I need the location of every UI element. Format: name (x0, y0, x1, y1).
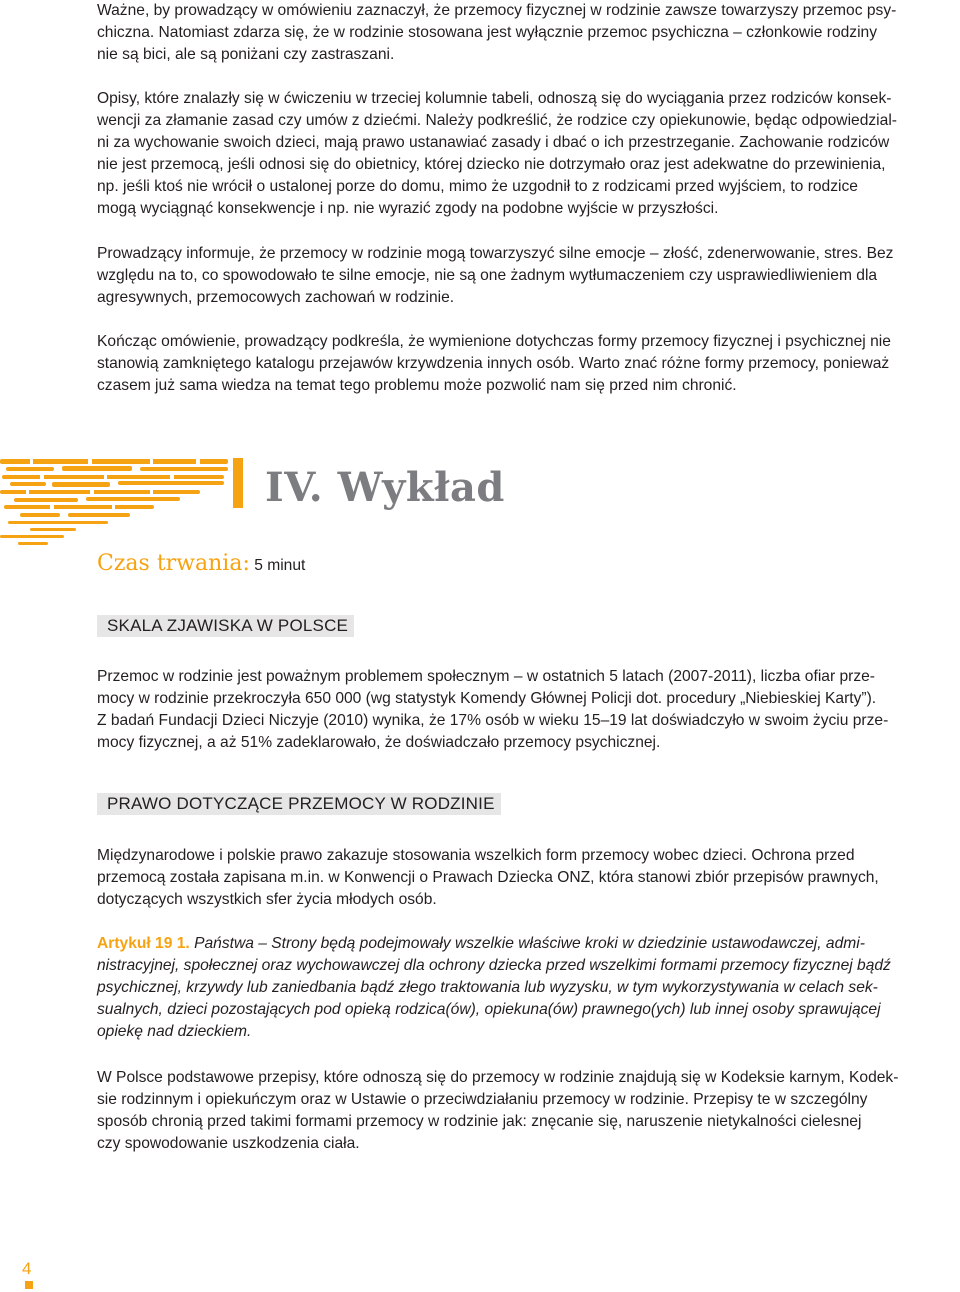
duration-line (97, 549, 305, 581)
paragraph-line: względu na to, co spowodowało te silne emocje, nie są one żadnym wytłumaczeniem czy usprawiedliwieniem dla (97, 267, 878, 284)
page-number-marker (25, 1281, 33, 1289)
paragraph-line: przemocą została zapisana m.in. w Konwencji o Prawach Dziecka ONZ, która stanowi zbiór przepisów prawnych, (97, 869, 879, 886)
paragraph-line (97, 933, 957, 955)
subheading-law: PRAWO DOTYCZĄCE PRZEMOCY W RODZINIE (97, 793, 501, 815)
paragraph-line: czasem już sama wiedza na temat tego problemu może pozwolić nam się przed nim chronić. (97, 377, 737, 394)
paragraph-polish-law (97, 1067, 957, 1155)
paragraph-line: ni za wychowanie swoich dzieci, mają prawo ustanawiać zasady i dbać o ich przestrzeganie. Zachowanie rodziców (97, 134, 890, 151)
paragraph-line: Ważne, by prowadzący w omówieniu zaznaczył, że przemocy fizycznej w rodzinie zawsze towarzyszy przemoc psy- (97, 2, 897, 19)
paragraph-line: sualnych, dzieci pozostających pod opieką rodzica(ów), opiekuna(ów) prawnego(ych) lub innej osoby sprawującej (97, 1001, 881, 1018)
paragraph-emotions (97, 243, 957, 309)
paragraph-psychological-violence (97, 0, 957, 66)
paragraph-line: Przemoc w rodzinie jest poważnym problemem społecznym – w ostatnich 5 latach (2007-2011), liczba ofiar prze- (97, 668, 876, 685)
paragraph-line: psychicznej, krzywdy lub zaniedbania bądź złego traktowania lub wyzysku, w tym wykorzystywania w celach sek- (97, 979, 878, 996)
paragraph-line: wencji za złamanie zasad czy umów z dziećmi. Należy podkreślić, że rodzice czy opiekunowie, będąc odpowiedzial- (97, 112, 897, 129)
section-header-lecture (0, 455, 960, 585)
article-label: Artykuł 19 1. (97, 935, 190, 952)
paragraph-line: czy spowodowanie uszkodzenia ciała. (97, 1135, 360, 1152)
section-accent-bar (233, 458, 243, 508)
paragraph-line: mogą wyciągnąć konsekwencje i np. nie wyrazić zgody na podobne wyjście w przyszłości. (97, 200, 719, 217)
subheading-scale: SKALA ZJAWISKA W POLSCE (97, 615, 354, 637)
paragraph-line: sposób chronią przed takimi formami przemocy w rodzinie jak: znęcanie się, naruszenie nietykalności cielesnej (97, 1113, 862, 1130)
duration-label: Czas trwania: (97, 551, 250, 576)
paragraph-line: nie są bici, ale są poniżani czy zastraszani. (97, 46, 395, 63)
paragraph-line: Kończąc omówienie, prowadzący podkreśla, że wymienione dotychczas formy przemocy fizycznej i psychicznej nie (97, 333, 891, 350)
paragraph-line: Prowadzący informuje, że przemocy w rodzinie mogą towarzyszyć silne emocje – złość, zdenerwowanie, stres. Bez (97, 245, 894, 262)
section-title: IV. Wykład (265, 464, 505, 511)
paragraph-line: chiczna. Natomiast zdarza się, że w rodzinie stosowana jest wyłącznie przemoc psychiczna – członkowie rodziny (97, 24, 878, 41)
paragraph-line: sie rodzinnym i opiekuńczym oraz w Ustawie o przeciwdziałaniu przemocy w rodzinie. Przepisy te w szczególny (97, 1091, 868, 1108)
paragraph-line: stanowią zamkniętego katalogu przejawów krzywdzenia innych osób. Warto znać różne formy przemocy, ponieważ (97, 355, 890, 372)
paragraph-line: dotyczących wszystkich sfer życia młodych osób. (97, 891, 437, 908)
article-text: Państwa – Strony będą podejmowały wszelkie właściwe kroki w dziedzinie ustawodawczej, admi- (189, 935, 865, 952)
paragraph-line: mocy fizycznej, a aż 51% zadeklarowało, że doświadczało przemocy psychicznej. (97, 734, 661, 751)
paragraph-line: W Polsce podstawowe przepisy, które odnoszą się do przemocy w rodzinie znajdują się w Kodeksie karnym, Kodek- (97, 1069, 899, 1086)
paragraph-line: Opisy, które znalazły się w ćwiczeniu w trzeciej kolumnie tabeli, odnoszą się do wyciągania przez rodziców konsek- (97, 90, 892, 107)
paragraph-line: nistracyjnej, społecznej oraz wychowawczej dla ochrony dziecka przed wszelkimi formami przemocy fizycznej bądź (97, 957, 891, 974)
duration-value: 5 minut (249, 557, 306, 574)
paragraph-line: mocy w rodzinie przekroczyła 650 000 (wg statystyk Komendy Głównej Policji dot. procedury „Niebieskiej Karty”). (97, 690, 877, 707)
paragraph-line: Z badań Fundacji Dzieci Niczyje (2010) wynika, że 17% osób w wieku 15–19 lat doświadczyło w swoim życiu prze- (97, 712, 889, 729)
brush-stroke-graphic (0, 455, 250, 550)
paragraph-article-19 (97, 933, 957, 1043)
paragraph-law-intro (97, 845, 957, 911)
paragraph-statistics (97, 666, 957, 754)
paragraph-summary (97, 331, 957, 397)
paragraph-line: Międzynarodowe i polskie prawo zakazuje stosowania wszelkich form przemocy wobec dzieci. Ochrona przed (97, 847, 855, 864)
paragraph-line: nie jest przemocą, jeśli odnosi się do obietnicy, której dziecko nie dotrzymało oraz jest adekwatne do przewinienia, (97, 156, 886, 173)
page-number: 4 (22, 1259, 32, 1278)
paragraph-line: np. jeśli ktoś nie wrócił o ustalonej porze do domu, mimo że uzgodnił to z rodzicami przed wyjściem, to rodzice (97, 178, 858, 195)
paragraph-line: opiekę nad dzieckiem. (97, 1023, 252, 1040)
paragraph-consequences (97, 88, 957, 220)
paragraph-line: agresywnych, przemocowych zachowań w rodzinie. (97, 289, 455, 306)
